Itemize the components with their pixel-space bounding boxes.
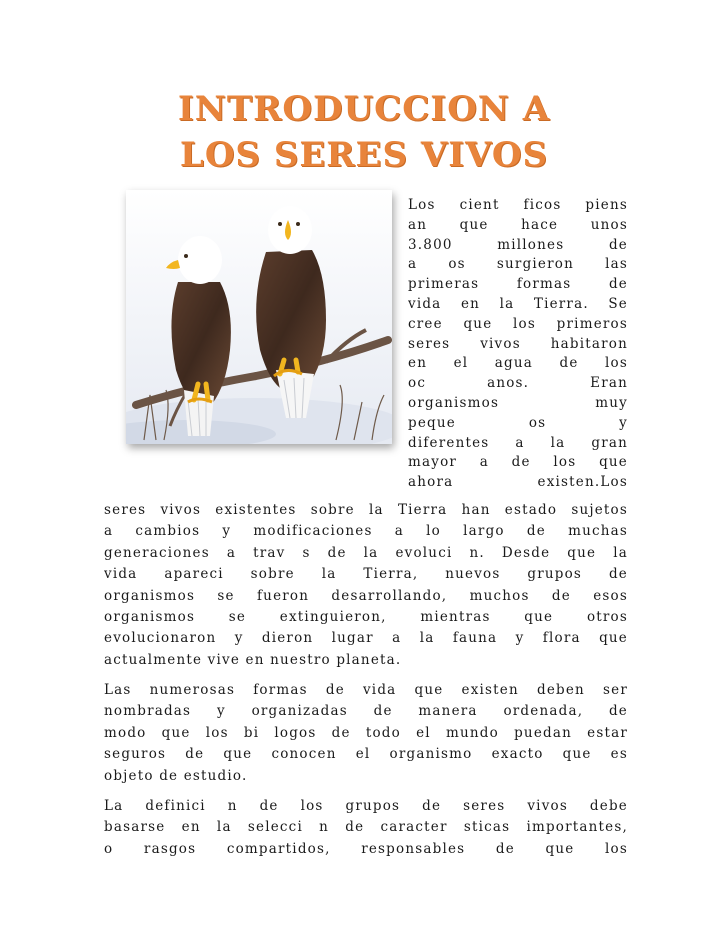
text-line: nombradas y organizadas de manera ordenada, de <box>104 703 628 720</box>
text-line: oc anos. Eran <box>408 375 628 392</box>
text-line: organismos se fueron desarrollando, muchos de esos <box>104 587 628 604</box>
text-line: organismos se extinguieron, mientras que otros <box>104 608 628 625</box>
text-line: ahora existen.Los <box>408 474 628 491</box>
eagles-photo <box>126 190 392 444</box>
text-line: generaciones a trav s de la evoluci n. Desde que la <box>104 544 628 561</box>
text-line: seres vivos habitaron <box>408 335 628 352</box>
text-line: basarse en la selecci n de caracter sticas importantes, <box>104 819 628 836</box>
text-line: mayor a de los que <box>408 454 628 471</box>
text-line: vida apareci sobre la Tierra, nuevos grupos de <box>104 566 628 583</box>
text-line: o rasgos compartidos, responsables de que los <box>104 840 628 857</box>
document-title <box>0 86 728 178</box>
text-line: organismos muy <box>408 394 628 411</box>
text-line: evolucionaron y dieron lugar a la fauna y flora que <box>104 630 628 647</box>
title-line-1: INTRODUCCION A <box>177 89 551 129</box>
text-line: seres vivos existentes sobre la Tierra han estado sujetos <box>104 502 628 518</box>
text-line: La definici n de los grupos de seres vivos debe <box>104 798 628 814</box>
text-line: 3.800 millones de <box>408 236 628 253</box>
text-line: peque os y <box>408 414 628 431</box>
text-line: seguros de que conocen el organismo exacto que es <box>104 746 628 763</box>
text-line: actualmente vive en nuestro planeta. <box>104 651 402 668</box>
text-line: vida en la Tierra. Se <box>408 295 628 312</box>
paragraph-2 <box>104 680 628 787</box>
text-line: a cambios y modificaciones a lo largo de muchas <box>104 523 628 540</box>
bald-eagles-illustration <box>126 190 392 444</box>
text-line: diferentes a la gran <box>408 434 628 451</box>
text-line: a os surgieron las <box>408 256 628 273</box>
text-line: primeras formas de <box>408 276 628 293</box>
text-line: an que hace unos <box>408 216 628 233</box>
title-line-2: LOS SERES VIVOS <box>179 135 549 175</box>
text-line: modo que los bi logos de todo el mundo puedan estar <box>104 724 628 741</box>
text-line: en el agua de los <box>408 355 628 372</box>
text-line: objeto de estudio. <box>104 767 248 784</box>
paragraph-1 <box>104 500 628 671</box>
text-line: cree que los primeros <box>408 315 628 332</box>
paragraph-3 <box>104 796 628 860</box>
text-line: Las numerosas formas de vida que existen deben ser <box>104 682 628 698</box>
text-line: Los cient ficos piens <box>408 197 628 213</box>
intro-wrap-text <box>408 196 628 493</box>
